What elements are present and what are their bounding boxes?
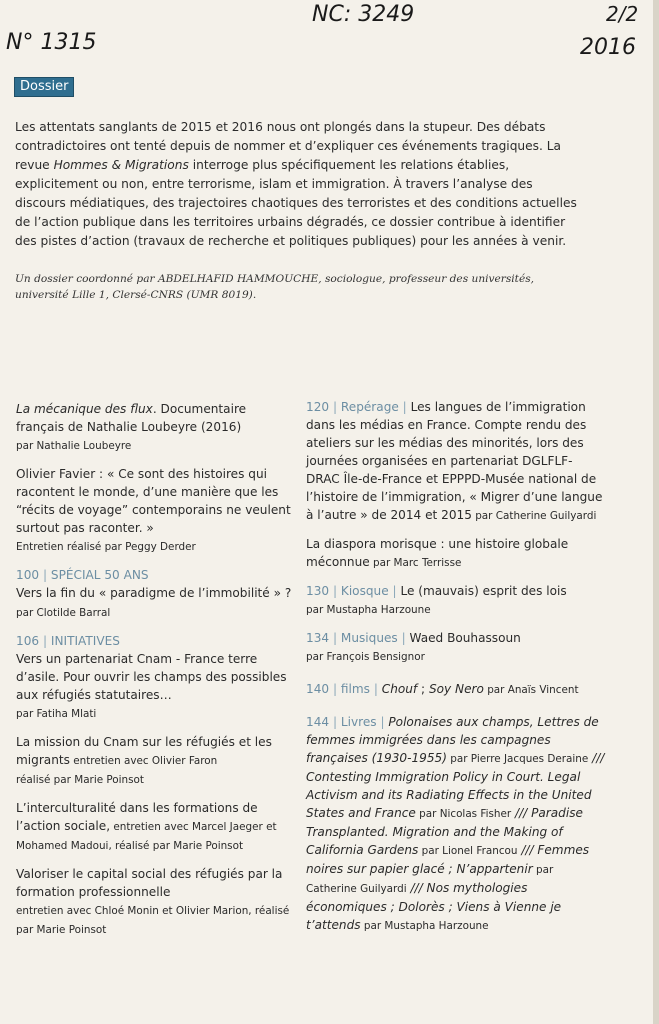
toc-entry: [16, 465, 294, 556]
section-page-number: 106: [16, 634, 40, 648]
section-heading: [16, 566, 294, 584]
section-page-number: 100: [16, 568, 40, 582]
section-name: Kiosque: [340, 584, 389, 598]
entry-author: Entretien réalisé par Peggy Derder: [16, 541, 196, 553]
entry-title: . Documentaire français de Nathalie Loubeyre (2016): [16, 402, 247, 434]
handwritten-year: 2016: [580, 35, 636, 60]
section-name: Musiques: [340, 631, 398, 645]
section-tag: Dossier: [14, 77, 74, 97]
section-page-number: 130: [306, 584, 330, 598]
entry-title-italic: La mécanique des flux: [16, 402, 153, 416]
section-heading: [16, 632, 294, 650]
entry-title: La diaspora morisque : une histoire globale méconnue: [306, 537, 569, 569]
toc-entry: [306, 398, 606, 525]
entry-title: Olivier Favier : « Ce sont des histoires qui racontent le monde, d’une manière que les “récits de voyage” contemporains ne veulent surtout pas raconter. »: [16, 467, 291, 535]
section-name: SPÉCIAL 50 ANS: [50, 568, 149, 582]
section-separator: |: [42, 568, 48, 582]
handwritten-nc-code: NC: 3249: [312, 2, 415, 27]
entry-author: par François Bensignor: [306, 651, 425, 663]
section-page-number: 144: [306, 715, 330, 729]
toc-right-column: [306, 398, 606, 935]
toc-left-column: [16, 400, 294, 939]
toc-entry: [306, 535, 606, 572]
coordinator-credit: Un dossier coordonné par ABDELHAFID HAMMOUCHE, sociologue, professeur des universités, université Lille 1, Clersé-CNRS (UMR 8019).: [15, 273, 535, 301]
toc-entry: [16, 865, 294, 939]
toc-entry: [306, 629, 606, 666]
title-separator: ;: [417, 682, 429, 696]
entry-author: entretien avec Olivier Faron: [69, 755, 218, 767]
handwritten-number: N° 1315: [6, 30, 97, 55]
toc-entry: [16, 733, 294, 789]
section-separator: |: [373, 682, 378, 696]
entry-author: par Mustapha Harzoune: [306, 604, 431, 616]
intro-text-2: interroge plus spécifiquement les relations établies, explicitement ou non, entre terrorisme, islam et immigration. À travers l’analyse des discours médiatiques, des trajectoires chaotiques des terroristes et des conditions actuelles de l’action publique dans les territoires urbains dégradés, ce dossier contribue à identifier des pistes d’action (travaux de recherche et politiques publiques) pour les années à venir.: [15, 158, 577, 248]
entry-title: L’interculturalité dans les formations de l’action sociale,: [16, 801, 258, 833]
film-title: Soy Nero: [428, 682, 484, 696]
section-page-number: 120: [306, 400, 330, 414]
section-page-number: 140: [306, 682, 330, 696]
section-page-number: 134: [306, 631, 330, 645]
handwritten-fraction: 2/2: [606, 2, 639, 26]
section-name: Livres: [340, 715, 377, 729]
section-separator: |: [392, 584, 397, 598]
entry-title: Waed Bouhassoun: [405, 631, 521, 645]
entry-author: par Marc Terrisse: [369, 557, 462, 569]
toc-entry: [306, 582, 606, 619]
toc-entry: [16, 799, 294, 855]
book-author: par Catherine Guilyardi: [306, 864, 554, 895]
entry-title: Vers un partenariat Cnam - France terre d’asile. Pour ouvrir les champs des possibles aux réfugiés statutaires…: [16, 652, 287, 702]
section-name: INITIATIVES: [50, 634, 120, 648]
entry-author: par Clotilde Barral: [16, 607, 111, 619]
entry-title: Les langues de l’immigration dans les médias en France. Compte rendu des ateliers sur les médias des minorités, lors des journées organisées en partenariat DGLFLF-DRAC Île-de-France et EPPPD-Musée national de l’histoire de l’immigration, « Migrer d’une langue à l’autre » de 2014 et 2015: [306, 400, 603, 522]
section-separator: |: [332, 715, 338, 729]
toc-entry: [306, 713, 606, 935]
book-title: /// Contesting Immigration Policy in Court. Legal Activism and its Radiating Effects in the United States and France: [306, 751, 605, 820]
section-separator: |: [332, 584, 338, 598]
entry-author: par Fatiha Mlati: [16, 708, 97, 720]
section-separator: |: [332, 682, 338, 696]
section-name: Repérage: [340, 400, 399, 414]
book-author: par Mustapha Harzoune: [360, 920, 489, 932]
section-separator: |: [401, 631, 406, 645]
entry-author-2: réalisé par Marie Poinsot: [16, 774, 144, 786]
entry-author: par Nathalie Loubeyre: [16, 440, 132, 452]
section-separator: |: [42, 634, 48, 648]
entry-title: Le (mauvais) esprit des lois: [396, 584, 567, 598]
book-title: /// Femmes noires sur papier glacé ; N’appartenir: [306, 843, 590, 876]
entry-title: La mission du Cnam sur les réfugiés et les migrants: [16, 735, 272, 767]
entry-title: Vers la fin du « paradigme de l’immobilité » ?: [16, 586, 292, 600]
toc-entry: [306, 680, 606, 699]
entry-author: entretien avec Marcel Jaeger et Mohamed Madoui, réalisé par Marie Poinsot: [16, 821, 277, 852]
toc-entry: [16, 400, 294, 455]
section-separator: |: [402, 400, 407, 414]
film-title: Chouf: [381, 682, 418, 696]
entry-author: par Anaïs Vincent: [483, 684, 579, 696]
section-separator: |: [332, 400, 338, 414]
journal-name: Hommes & Migrations: [53, 158, 189, 172]
section-separator: |: [380, 715, 385, 729]
entry-author: par Catherine Guilyardi: [471, 510, 597, 522]
book-title: Polonaises aux champs, Lettres de femmes immigrées dans les campagnes françaises (1930-1955): [306, 715, 599, 765]
page-edge: [653, 0, 659, 1024]
book-author: par Nicolas Fisher: [415, 808, 512, 820]
toc-entry: [16, 584, 294, 622]
intro-text-1: Les attentats sanglants de 2015 et 2016 nous ont plongés dans la stupeur. Des débats contradictoires ont tenté depuis de nommer et d’expliquer ces événements tragiques. La revue: [15, 120, 562, 172]
book-title: /// Paradise Transplanted. Migration and the Making of California Gardens: [306, 806, 583, 857]
section-separator: |: [332, 631, 338, 645]
entry-author: entretien avec Chloé Monin et Olivier Marion, réalisé par Marie Poinsot: [16, 905, 290, 936]
toc-entry: [16, 650, 294, 723]
section-name: films: [340, 682, 370, 696]
entry-title: Valoriser le capital social des réfugiés par la formation professionnelle: [16, 867, 283, 899]
book-author: par Lionel Francou: [418, 845, 518, 857]
book-author: par Pierre Jacques Deraine: [446, 753, 589, 765]
intro-paragraph: [15, 118, 580, 251]
book-title: /// Nos mythologies économiques ; Dolorès ; Viens à Vienne je t’attends: [306, 881, 562, 932]
